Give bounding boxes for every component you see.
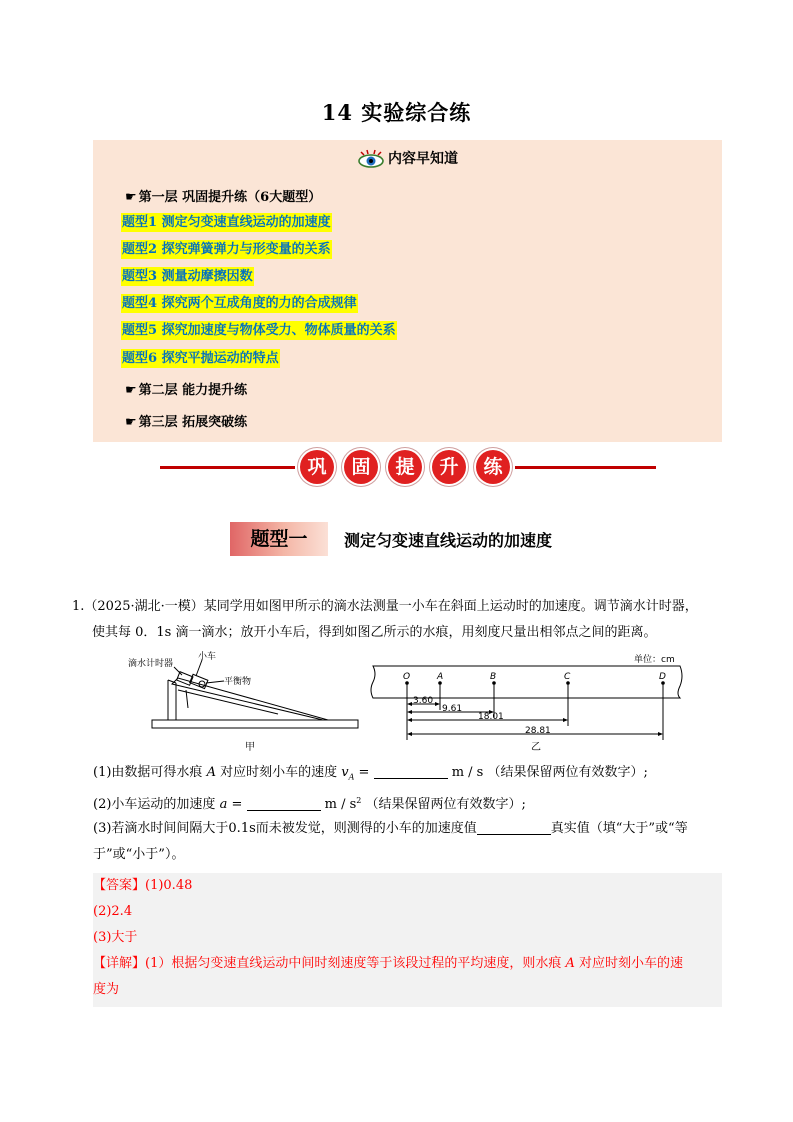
point-label: B	[490, 672, 497, 682]
car-shape	[190, 674, 208, 688]
water-marks	[405, 681, 665, 685]
label-drip-timer: 滴水计时器	[128, 659, 174, 669]
detail-line-2: 度为	[93, 982, 120, 997]
point-label: A	[437, 672, 444, 682]
toc-heading-text: 内容早知道	[388, 151, 458, 167]
pointing-hand-icon: ☛	[125, 415, 137, 430]
distance-label: 3.60	[413, 696, 434, 706]
pointing-hand-icon: ☛	[125, 190, 137, 205]
toc-topic-2[interactable]: 题型2 探究弹簧弹力与形变量的关系	[122, 242, 331, 257]
distance-label: 28.81	[525, 726, 551, 736]
toc-box	[93, 140, 722, 442]
distance-labels	[413, 696, 551, 736]
detail-line-1: 【详解】(1）根据匀变速直线运动中间时刻速度等于该段过程的平均速度，则水痕 A 对应时刻小车的速	[93, 956, 684, 971]
toc-layer-1[interactable]: ☛ 第一层 巩固提升练（6大题型）	[125, 190, 322, 205]
page-title: 14 实验综合练	[321, 100, 472, 125]
question-line-1: 1.（2025·湖北·一模）某同学用如图甲所示的滴水法测量一小车在斜面上运动时的加速度。调节滴水计时器，	[72, 599, 698, 614]
banner-char: 升	[432, 450, 466, 484]
banner-char: 固	[344, 450, 378, 484]
eye-icon	[357, 149, 385, 169]
question-line-2: 使其每 0．1s 滴一滴水；放开小车后，得到如图乙所示的水痕，用刻度尺量出相邻点之间的距离。	[92, 625, 657, 640]
answer-line-1: 【答案】(1)0.48	[93, 878, 193, 893]
point-label: C	[564, 672, 571, 682]
type-title: 测定匀变速直线运动的加速度	[344, 531, 553, 550]
banner-char: 练	[476, 450, 510, 484]
banner-char: 提	[388, 450, 422, 484]
distance-label: 18.01	[478, 712, 504, 722]
point-labels	[403, 672, 666, 682]
pointing-hand-icon: ☛	[125, 383, 137, 398]
point-label: D	[659, 672, 666, 682]
toc-topic-1[interactable]: 题型1 测定匀变速直线运动的加速度	[122, 215, 331, 230]
banner-char: 巩	[300, 450, 334, 484]
point-label: O	[403, 672, 411, 682]
answer-blank-2[interactable]	[247, 796, 321, 811]
section-banner	[160, 450, 656, 486]
toc-topic-5[interactable]: 题型5 探究加速度与物体受力、物体质量的关系	[122, 323, 396, 338]
experiment-figure	[128, 650, 688, 755]
unit-label: 单位：cm	[634, 655, 675, 665]
water-strip	[371, 666, 682, 698]
toc-topic-6[interactable]: 题型6 探究平抛运动的特点	[122, 351, 279, 366]
distance-label: 9.61	[442, 704, 463, 714]
answer-blank-1[interactable]	[374, 764, 448, 779]
table-base	[152, 720, 358, 728]
answer-blank-3[interactable]	[477, 820, 551, 835]
sub-question-1: (1)由数据可得水痕 A 对应时刻小车的速度 $v_A = m / s$ （结果保留两位有效数字）;	[93, 765, 648, 782]
figure-a	[152, 660, 358, 728]
toc-heading	[93, 148, 722, 169]
toc-topic-3[interactable]: 题型3 测量动摩擦因数	[122, 269, 253, 284]
toc-layer-3[interactable]: ☛ 第三层 拓展突破练	[125, 415, 248, 430]
banner-line-left	[160, 466, 295, 469]
sub-question-2: (2)小车运动的加速度 $a = m / s^2$ （结果保留两位有效数字）;	[93, 796, 526, 812]
sub-question-3: (3)若滴水时间间隔大于0.1s而未被发觉，则测得的小车的加速度值 真实值（填“大于”或“等 于”或“小于”）。	[93, 821, 688, 862]
label-weight: 平衡物	[224, 677, 252, 687]
label-car: 小车	[198, 652, 217, 662]
banner-line-right	[515, 466, 656, 469]
answer-box	[93, 873, 722, 1007]
caption-figure-a: 甲	[245, 742, 255, 753]
question-text	[72, 594, 722, 646]
type-badge: 题型一	[230, 522, 328, 556]
caption-figure-b: 乙	[531, 742, 541, 753]
answer-line-2: (2)2.4	[93, 904, 133, 919]
answer-line-3: (3)大于	[93, 930, 138, 945]
toc-topic-4[interactable]: 题型4 探究两个互成角度的力的合成规律	[122, 296, 357, 311]
toc-layer-2[interactable]: ☛ 第二层 能力提升练	[125, 383, 248, 398]
